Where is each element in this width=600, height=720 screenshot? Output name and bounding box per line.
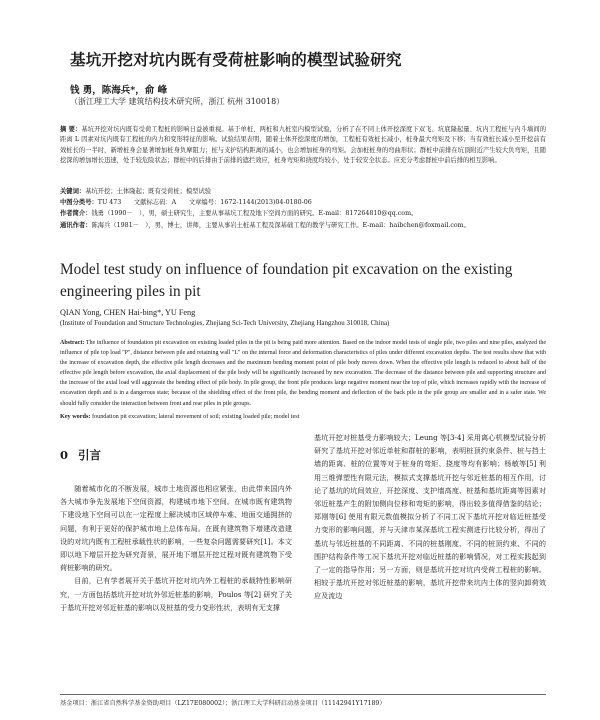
- corresponding-author-label: 通讯作者：: [60, 222, 92, 229]
- corresponding-author-bio: [60, 221, 546, 231]
- section-title: 引言: [78, 448, 102, 462]
- body-column-left: [60, 482, 292, 614]
- english-abstract-text: The influence of foundation pit excavation on existing loaded piles in the pit is being paid more attention. Based on the indoor model tests of single pile, two piles and nine piles, analyzed the influence of pile top load "P", distance between pile and retaining wall "L" on the internal force and deformation characteristics of piles under different excavation depths. The test results show that with the increase of excavation depth, the effective pile length decreases and the maximum bending moment point of pile body moves down. When the effective pile length is reduced to about half of the effective pile length before excavation, the axial displacement of the pile body will be significantly increased by new excavation. The decrease of the distance between pile and supporting structure and the increase of the axial load will aggravate the bending effect of pile body. In pile group, the front pile produces large negative moment near the top of pile, which increases rapidly with the increase of excavation depth and is in a dangerous state; because of the shielding effect of the front pile, the bending moment and deflection of the back pile in the pile group are smaller and in a safer state. We should fully consider the interaction between front and rear piles in pile groups.: [60, 340, 546, 407]
- english-keywords-text: foundation pit excavation; lateral movement of soil; existing loaded pile; model test: [91, 413, 300, 420]
- chinese-title: 基坑开挖对坑内既有受荷桩影响的模型试验研究: [70, 50, 402, 69]
- body-column-right: [314, 431, 546, 603]
- chinese-abstract-label: 摘 要：: [60, 126, 82, 133]
- classification-label: 中图分类号：: [60, 199, 98, 206]
- classification-text: TU 473 文献标志码：A 文章编号：1672-1144(2013)04-0180-06: [97, 199, 312, 206]
- body-paragraph: 目前，已有学者展开关于基坑开挖对坑内外工程桩的承载特性影响研究，一方面包括基坑开挖对坑外邻近桩基的影响，Poulos 等[2] 研究了关于基坑开挖对邻近桩基的影响以及桩基的受力变形性状，表明有无支撑: [60, 576, 292, 612]
- chinese-keywords: [60, 187, 546, 197]
- english-affiliation: (Institute of Foundation and Structure Technologies, Zhejiang Sci-Tech University, Zhejiang Hangzhou 310018, China): [60, 320, 390, 327]
- author-bio-label: 作者简介：: [60, 210, 92, 217]
- section-heading: [60, 447, 101, 463]
- chinese-keywords-text: 基坑开挖；土体隆起；既有受荷桩；模型试验: [85, 188, 212, 195]
- english-keywords: [60, 413, 546, 420]
- author-bio: [60, 209, 546, 219]
- corresponding-author-text: 陈海兵（1981－ ），男，博士，讲师，主要从事岩土桩基工程及深基础工程的教学与研究工作。E-mail：haibchen@foxmail.com。: [91, 222, 470, 229]
- chinese-authors: 钱 勇，陈海兵*，俞 峰: [70, 85, 168, 96]
- chinese-keywords-label: 关键词：: [60, 188, 86, 195]
- author-bio-text: 钱勇（1990－ ），男，硕士研究生，主要从事基坑工程及地下空间方面的研究。E-mail：817264810@qq.com。: [91, 210, 418, 217]
- body-paragraph: 基坑开挖对桩基受力影响较大；Leung 等[3-4] 采用离心机模型试验分析研究了基坑开挖对邻近单桩和群桩的影响，表明桩顶约束条件、桩与挡土墙的距离、桩的位置等对于桩身的弯矩、挠度等均有影响；杨敏等[5] 利用三维弹塑性有限元法，模拟式支撑基坑开挖与邻近桩基的相互作用，讨论了基坑的坑间效应，开挖深度、支护墙高度、桩基和基坑距离等因素对邻近桩基产生的附加侧向位移和弯矩的影响，得出较多值得借鉴的结论；郑刚等[6] 使用有限元数值模拟分析了不同工况下基坑开挖对临近桩基受力变形的影响问题，并与天津市某深基坑工程实测进行比较分析，得出了基坑与邻近桩基的不同距离、不同的桩基刚度、不同的桩顶约束、不同的围护结构条件等工况下基坑开挖对临近桩基的影响情况，对工程实践起到了一定的指导作用；另一方面，则是基坑开挖对坑内受荷工程桩的影响。相较于基坑开挖对邻近桩基的影响，基坑开挖带来坑内土体的竖向卸荷效应及流边: [314, 433, 546, 601]
- section-number: 0: [60, 448, 69, 462]
- funding-footnote: 基金项目：浙江省自然科学基金资助项目（LZ17E080002）；浙江理工大学科研启动基金项目（11142941Y17189）: [60, 700, 386, 707]
- english-abstract: [60, 338, 546, 409]
- classification-line: [60, 198, 546, 208]
- english-authors: QIAN Yong, CHEN Hai-bing*, YU Feng: [60, 308, 196, 317]
- footnote-divider: [60, 694, 546, 695]
- chinese-abstract: [60, 125, 546, 167]
- chinese-abstract-text: 基坑开挖对坑内既有受荷工程桩的影响日益被重视。基于单桩、两桩和九桩室内模型试验，分析了在不同上体开挖深度下双飞、坑底隆起量、坑内工程桩与内斗墙间的距离 L 因素对坑内既有工程桩的内力和变形特征的影响。试验结果表明，随着土体开挖深度的增加，工程桩有效桩长减小，桩身最大弯矩及下移；当有效桩长减小至开挖前有效桩长的一半时，新增桩身会显著增加桩身负摩阻力；桩与支护结构距离的减小，也会增加桩身的弯矩。会加桩桩身的弯曲形状；群桩中前排在坑顶附近产生较大负弯矩，且随挖深的增加增长迅速，处于较危险状态；群桩中的后排由于前排的遮拦效应，桩身弯矩和挠度均较小，处于较安全状态。应充分考虑群桩中前后排的相互影响。: [60, 126, 546, 165]
- chinese-affiliation: （浙江理工大学 建筑结构技术研究所，浙江 杭州 310018）: [70, 97, 285, 106]
- body-paragraph: 随着城市化的不断发展，城市土地资源也相应紧张，由此带来国内外各大城市争先发展地下空间资源，构建城市地下空间。在城市既有建筑物下建设地下空间可以在一定程度上解决城市区域停车难、地面交通拥挤的问题，有利于更好的保护城市地上总体布局。在既有建筑物下增建改造建设的对坑内既有工程桩承载性状的影响，一些复杂问题需要研究[1]。本文即以地下增层开挖为研究背景，展开地下增层开挖过程对既有建筑物下受荷桩影响的研究。: [60, 484, 292, 573]
- english-abstract-label: Abstract:: [60, 340, 85, 346]
- english-keywords-label: Key words:: [60, 413, 91, 420]
- english-title: Model test study on influence of foundation pit excavation on the existing engineering piles in pit: [60, 261, 513, 300]
